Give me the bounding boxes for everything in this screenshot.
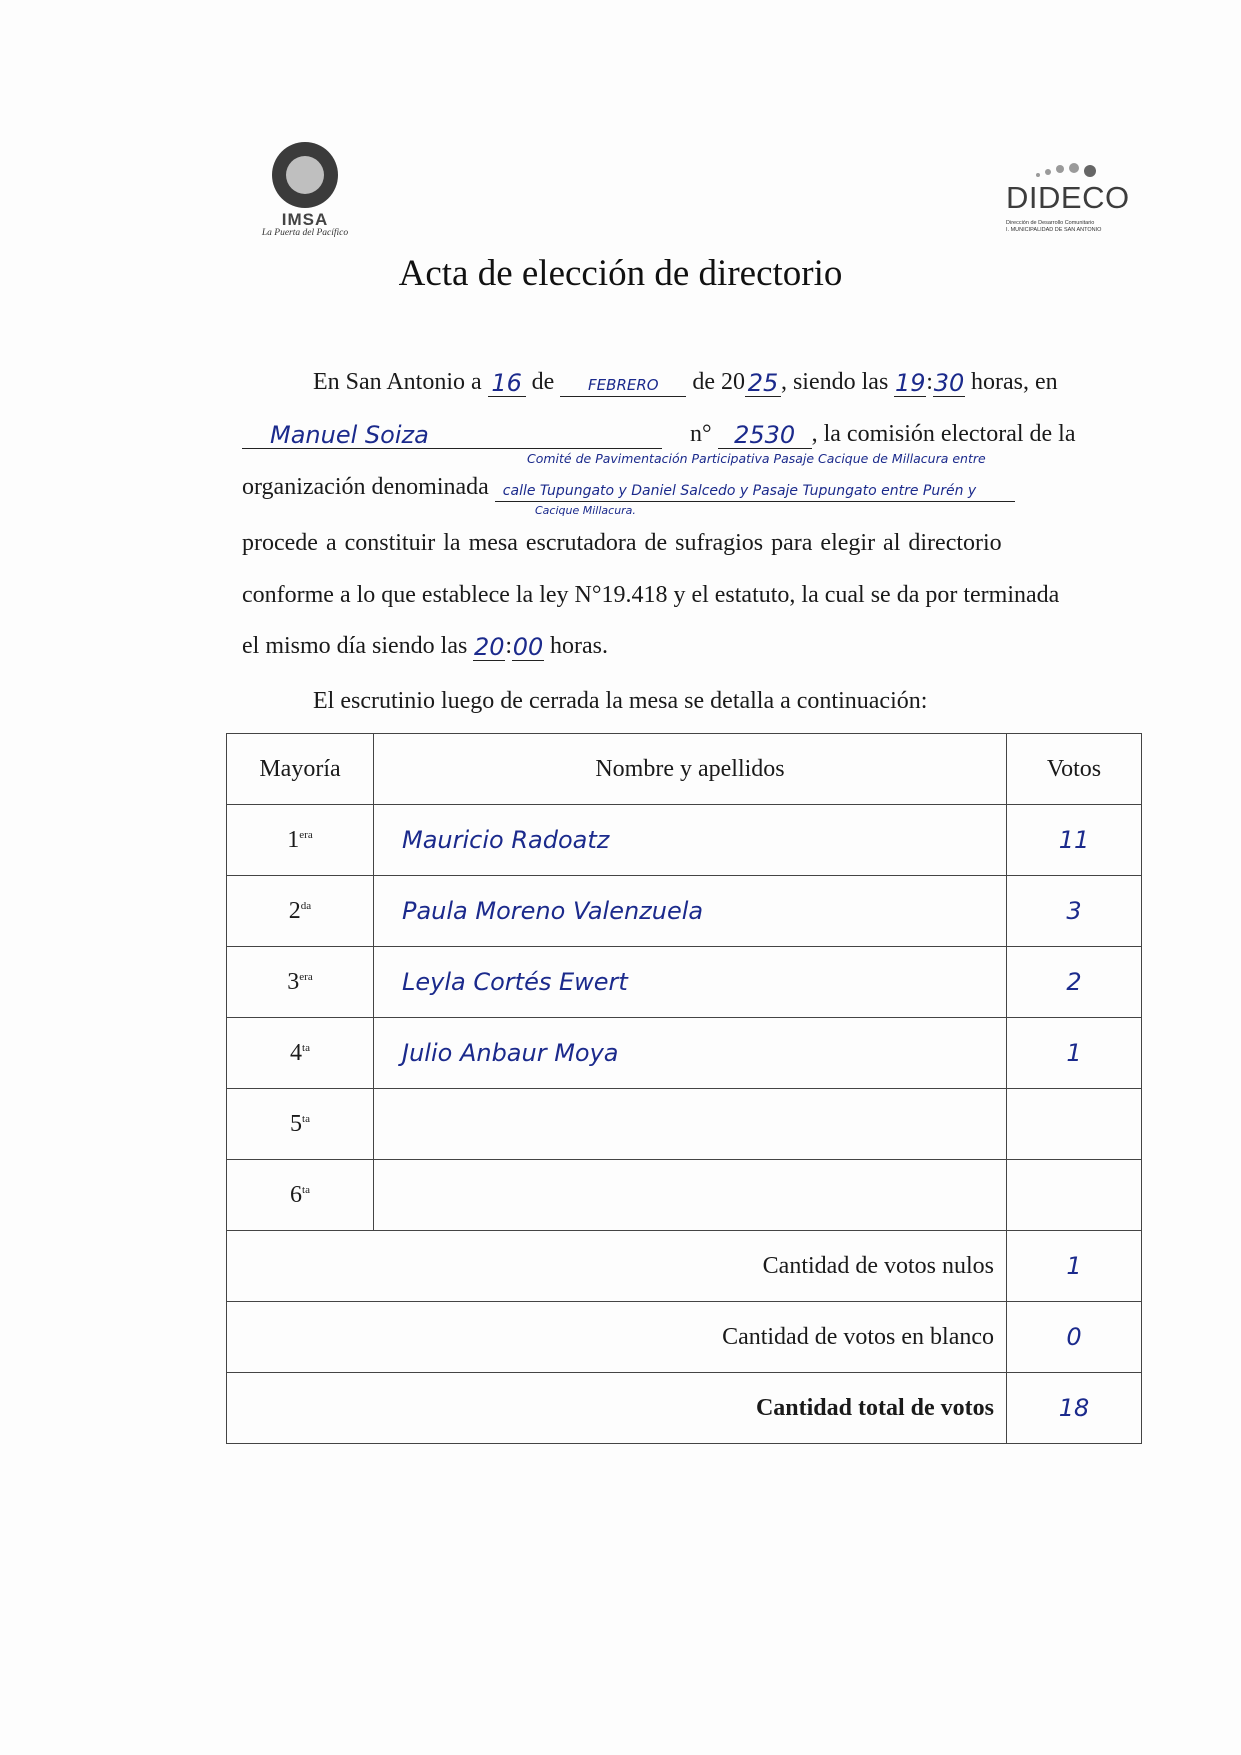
paragraph-line-2: Manuel Soiza n° 2530 , la comisión electoral de la <box>242 419 1130 449</box>
street-number-field: 2530 <box>734 421 796 449</box>
candidate-name <box>374 1160 1007 1231</box>
org-name-line-2: calle Tupungato y Daniel Salcedo y Pasaje Tupungato entre Purén y <box>502 483 977 499</box>
total-votes-label: Cantidad total de votos <box>227 1373 1007 1444</box>
header-votes: Votos <box>1007 734 1142 805</box>
blank-votes-label: Cantidad de votos en blanco <box>227 1302 1007 1373</box>
candidate-name: Julio Anbaur Moya <box>374 1018 1007 1089</box>
null-votes-value: 1 <box>1007 1231 1142 1302</box>
results-table <box>226 733 1142 1444</box>
table-row: $3^{era}$ Leyla Cortés Ewert 2 <box>227 947 1142 1018</box>
blank-votes-row <box>227 1302 1142 1373</box>
header-name: Nombre y apellidos <box>374 734 1007 805</box>
candidate-votes: 3 <box>1007 876 1142 947</box>
paragraph-line-7: El escrutinio luego de cerrada la mesa se detalla a continuación: <box>313 688 928 714</box>
total-votes-row <box>227 1373 1142 1444</box>
candidate-name <box>374 1089 1007 1160</box>
table-row: $4^{ta}$ Julio Anbaur Moya 1 <box>227 1018 1142 1089</box>
candidate-name: Mauricio Radoatz <box>374 805 1007 876</box>
end-hour-field: 20 <box>474 633 505 661</box>
candidate-votes <box>1007 1160 1142 1231</box>
municipal-emblem-icon <box>272 142 338 208</box>
table-row: $6^{ta}$ <box>227 1160 1142 1231</box>
null-votes-row <box>227 1231 1142 1302</box>
start-hour-field: 19 <box>895 369 926 397</box>
end-min-field: 00 <box>512 633 544 661</box>
street-field: Manuel Soiza <box>270 421 429 449</box>
candidate-votes: 11 <box>1007 805 1142 876</box>
candidate-name: Leyla Cortés Ewert <box>374 947 1007 1018</box>
candidate-votes: 1 <box>1007 1018 1142 1089</box>
null-votes-label: Cantidad de votos nulos <box>227 1231 1007 1302</box>
org-name-line-1: Comité de Pavimentación Participativa Pasaje Cacique de Millacura entre <box>527 451 986 466</box>
total-votes-value: 18 <box>1007 1373 1142 1444</box>
dideco-logo-text: DIDECO <box>1006 180 1130 215</box>
day-field: 16 <box>491 369 522 397</box>
month-field: FEBRERO <box>588 376 659 394</box>
imsa-logo-text: IMSA <box>281 210 329 229</box>
dideco-dots-icon <box>1036 160 1116 180</box>
dideco-subtitle: Dirección de Desarrollo Comunitario I. MUNICIPALIDAD DE SAN ANTONIO <box>1006 220 1102 233</box>
table-header-row <box>227 734 1142 805</box>
table-row: $1^{era}$ Mauricio Radoatz 11 <box>227 805 1142 876</box>
paragraph-line-5: conforme a lo que establece la ley N°19.418 y el estatuto, la cual se da por terminada <box>242 582 1060 608</box>
start-min-field: 30 <box>933 369 965 397</box>
candidate-votes: 2 <box>1007 947 1142 1018</box>
header-rank: Mayoría <box>227 734 374 805</box>
table-row: $5^{ta}$ <box>227 1089 1142 1160</box>
imsa-logo <box>245 142 365 238</box>
candidate-votes <box>1007 1089 1142 1160</box>
org-name-line-3: Cacique Millacura. <box>535 504 636 517</box>
document-title: Acta de elección de directorio <box>398 253 843 294</box>
blank-votes-value: 0 <box>1007 1302 1142 1373</box>
table-row: $2^{da}$ Paula Moreno Valenzuela 3 <box>227 876 1142 947</box>
paragraph-line-6: el mismo día siendo las 20:00 horas. <box>242 633 608 661</box>
imsa-tagline: La Puerta del Pacífico <box>261 228 349 238</box>
paragraph-line-4: procede a constituir la mesa escrutadora de sufragios para elegir al directorio <box>242 530 1002 556</box>
paragraph-line-1: En San Antonio a 16 de FEBRERO de 20 25 , siendo las 19:30 horas, en <box>313 369 1058 397</box>
paragraph-line-3: organización denominada calle Tupungato y Daniel Salcedo y Pasaje Tupungato entre Purén y <box>242 472 1130 502</box>
candidate-name: Paula Moreno Valenzuela <box>374 876 1007 947</box>
year-field: 25 <box>747 369 779 397</box>
